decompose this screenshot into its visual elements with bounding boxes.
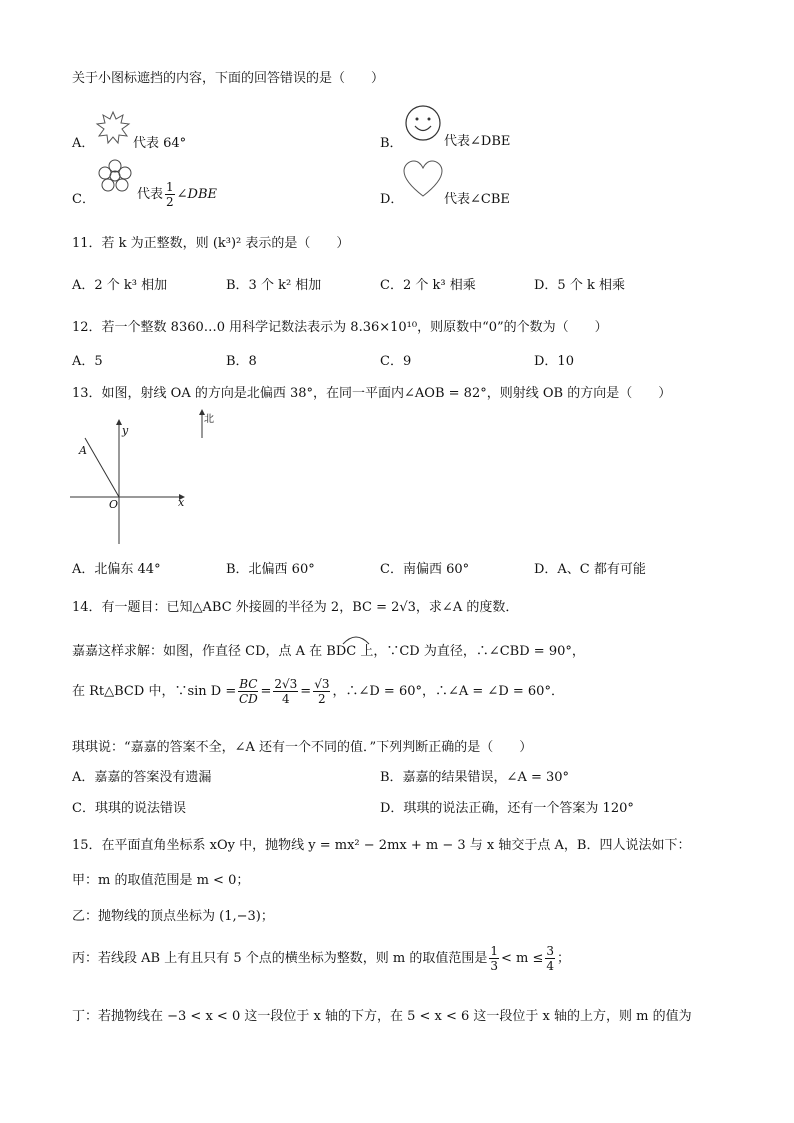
smiley-face-icon bbox=[404, 104, 442, 142]
q10-option-b bbox=[380, 132, 403, 151]
x-axis-label: x bbox=[178, 496, 185, 509]
fraction-denominator: 4 bbox=[282, 692, 290, 706]
option-text: 代表 bbox=[137, 187, 164, 202]
text: ，∴∠D = 60°，∴∠A = ∠D = 60°． bbox=[332, 684, 564, 699]
option-letter: C． bbox=[72, 192, 95, 207]
option-letter: D． bbox=[380, 192, 404, 207]
fraction-numerator: √3 bbox=[314, 677, 330, 691]
flower-icon bbox=[96, 158, 134, 194]
sun-icon bbox=[96, 110, 130, 144]
q12-option-b: B．8 bbox=[226, 354, 257, 369]
fraction-numerator: BC bbox=[239, 677, 258, 691]
q10-option-d bbox=[380, 188, 403, 207]
q10-option-d-text: 代表∠CBE bbox=[444, 192, 510, 207]
q12-option-c: C．9 bbox=[380, 354, 412, 369]
fraction-denominator: 2 bbox=[318, 692, 326, 706]
fraction-numerator: 1 bbox=[490, 944, 498, 958]
q11-option-d: D．5 个 k 相乘 bbox=[534, 278, 625, 293]
fraction bbox=[238, 677, 258, 706]
q14-line2: 嘉嘉这样求解：如图，作直径 CD，点 A 在 BDC 上，∵CD 为直径，∴∠CBD = 90°， bbox=[72, 644, 585, 659]
q11-option-c: C．2 个 k³ 相乘 bbox=[380, 278, 476, 293]
text: ； bbox=[557, 951, 571, 966]
origin-label: O bbox=[109, 498, 119, 511]
q11-stem: 11．若 k 为正整数，则 (k³)² 表示的是（ ） bbox=[72, 236, 350, 251]
heart-icon bbox=[402, 160, 444, 198]
q14-stem: 14．有一题目：已知△ABC 外接圆的半径为 2，BC = 2√3，求∠A 的度数． bbox=[72, 600, 519, 615]
q14-line3: 在 Rt△BCD 中，∵sin D = $\frac{BC}{CD}$ = $\frac{2√3}{4}$ = $\frac{√3}{2}$ ，∴∠D = 60°，∴∠A = ∠D = 60°． bbox=[72, 677, 564, 706]
q15-jia: 甲：m 的取值范围是 m < 0； bbox=[72, 873, 250, 888]
q11-option-a: A．2 个 k³ 相加 bbox=[72, 278, 168, 293]
q15-yi: 乙：抛物线的顶点坐标为 (1,−3)； bbox=[72, 909, 274, 924]
q13-option-d: D．A、C 都有可能 bbox=[534, 562, 646, 577]
option-letter: B． bbox=[380, 136, 403, 151]
q14-line4: 琪琪说：“嘉嘉的答案不全，∠A 还有一个不同的值．”下列判断正确的是（ ） bbox=[72, 740, 533, 755]
point-a-label: A bbox=[79, 444, 87, 457]
q10-option-a-text: 代表 64° bbox=[133, 136, 187, 151]
q14-option-c: C．琪琪的说法错误 bbox=[72, 801, 186, 816]
angle-text: ∠DBE bbox=[176, 187, 218, 202]
q15-bing bbox=[72, 944, 570, 973]
q12-stem: 12．若一个整数 8360…0 用科学记数法表示为 8.36×10¹⁰，则原数中“0”的个数为（ ） bbox=[72, 320, 608, 335]
fraction-denominator: 4 bbox=[546, 959, 555, 973]
fraction bbox=[165, 180, 175, 209]
text: < m ≤ bbox=[500, 951, 544, 966]
q15-ding: 丁：若抛物线在 −3 < x < 0 这一段位于 x 轴的下方，在 5 < x < 6 这一段位于 x 轴的上方，则 m 的值为 bbox=[72, 1009, 692, 1024]
q10-stem: 关于小图标遮挡的内容，下面的回答错误的是（ ） bbox=[72, 71, 385, 86]
fraction-denominator: 2 bbox=[166, 195, 174, 209]
fraction-numerator: 3 bbox=[546, 944, 555, 958]
q14-option-d: D．琪琪的说法正确，还有一个答案为 120° bbox=[380, 801, 634, 816]
north-label: 北 bbox=[204, 414, 214, 425]
arc-mark-icon bbox=[341, 632, 371, 646]
fraction bbox=[273, 677, 298, 706]
q13-option-b: B．北偏西 60° bbox=[226, 562, 315, 577]
q14-option-a: A．嘉嘉的答案没有遗漏 bbox=[72, 770, 212, 785]
option-letter: A． bbox=[72, 136, 95, 151]
q13-option-c: C．南偏西 60° bbox=[380, 562, 470, 577]
q10-option-c bbox=[72, 188, 95, 207]
text: 在 Rt△BCD 中，∵sin D = bbox=[72, 684, 237, 699]
fraction-denominator: 3 bbox=[490, 959, 498, 973]
y-axis-label: y bbox=[122, 424, 129, 437]
q10-option-a bbox=[72, 132, 94, 151]
fraction-numerator: 1 bbox=[166, 180, 174, 194]
q10-option-c-text bbox=[137, 180, 217, 209]
fraction bbox=[313, 677, 330, 706]
text: 丙：若线段 AB 上有且只有 5 个点的横坐标为整数，则 m 的取值范围是 bbox=[72, 951, 488, 966]
q15-stem: 15．在平面直角坐标系 xOy 中，抛物线 y = mx² − 2mx + m − 3 与 x 轴交于点 A，B．四人说法如下： bbox=[72, 838, 691, 853]
q13-option-a: A．北偏东 44° bbox=[72, 562, 161, 577]
q12-option-a: A．5 bbox=[72, 354, 103, 369]
fraction bbox=[489, 944, 499, 973]
q13-stem: 13．如图，射线 OA 的方向是北偏西 38°，在同一平面内∠AOB = 82°，则射线 OB 的方向是（ ） bbox=[72, 386, 672, 401]
q12-option-d: D．10 bbox=[534, 354, 574, 369]
q13-figure bbox=[60, 408, 220, 548]
fraction-numerator: 2√3 bbox=[274, 677, 298, 691]
fraction bbox=[545, 944, 555, 973]
q10-option-b-text: 代表∠DBE bbox=[444, 134, 511, 149]
fraction-denominator: CD bbox=[238, 692, 258, 706]
ray-oa bbox=[85, 438, 119, 497]
q14-option-b: B．嘉嘉的结果错误，∠A = 30° bbox=[380, 770, 570, 785]
q11-option-b: B．3 个 k² 相加 bbox=[226, 278, 322, 293]
